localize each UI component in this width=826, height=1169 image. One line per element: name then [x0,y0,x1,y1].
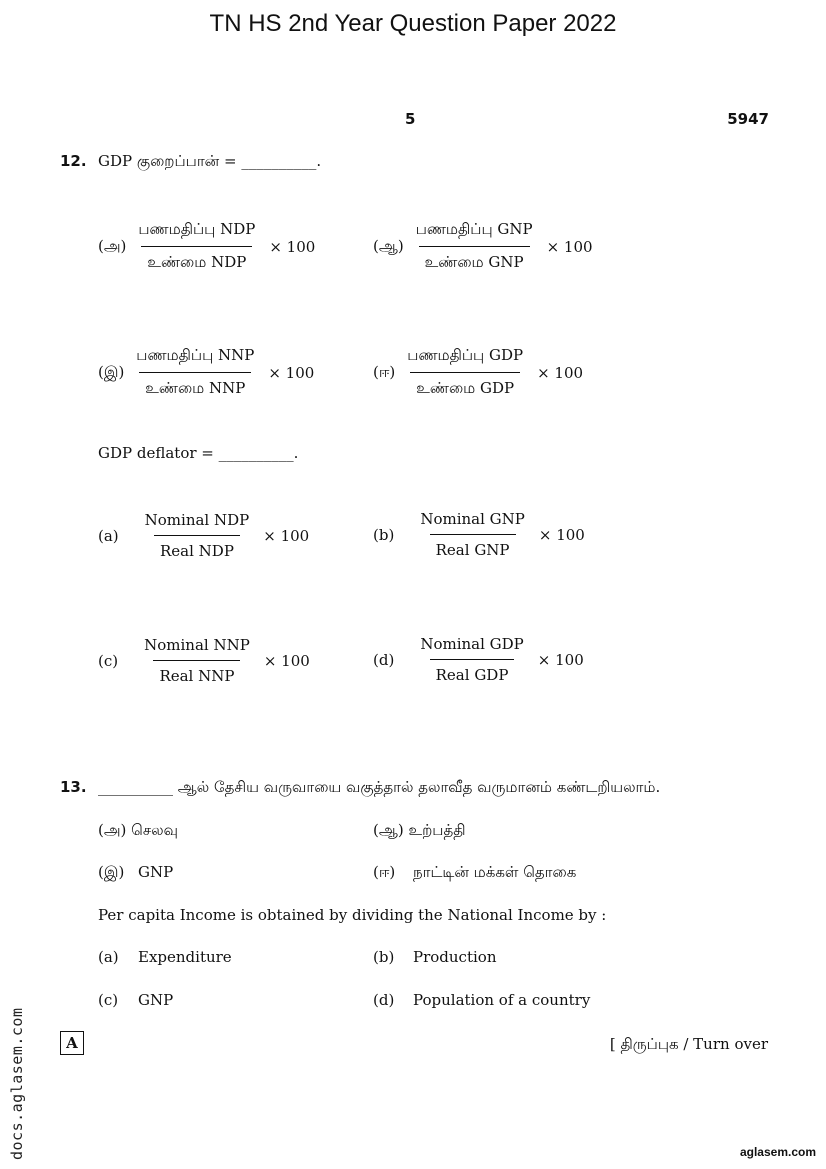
fraction-numerator: பணமதிப்பு NNP [136,346,255,364]
q13-english-option-a [98,948,232,966]
option-label: (a) [98,948,119,966]
question-13-number: 13. [60,778,87,796]
q12-tamil-option-3 [98,346,314,399]
multiplier: × 100 [537,363,584,382]
option-label: (b) [373,948,395,966]
fraction-numerator: Nominal NDP [144,511,250,529]
multiplier: × 100 [263,526,310,545]
option-label: (அ) [98,821,127,839]
fraction-denominator: உண்மை GNP [419,246,530,273]
q12-tamil-option-4 [373,346,583,399]
fraction-numerator: பணமதிப்பு NDP [138,220,256,238]
fraction-denominator: Real NDP [154,535,240,560]
q13-tamil-option-2 [373,821,466,841]
question-12-number: 12. [60,152,87,170]
option-text: Expenditure [138,948,232,966]
q13-tamil-option-3 [98,863,173,883]
question-12-tamil-text: GDP குறைப்பான் = __________. [98,152,322,170]
fraction-denominator: Real NNP [153,660,240,685]
fraction-numerator: பணமதிப்பு GNP [415,220,533,238]
option-label: (ஆ) [373,236,404,255]
q12-english-option-b [373,510,585,559]
question-13-english-text: Per capita Income is obtained by dividing the National Income by : [98,906,607,924]
option-text: உற்பத்தி [408,821,466,839]
q13-english-option-c [98,991,173,1009]
paper-code: 5947 [727,110,769,128]
question-12-english-text: GDP deflator = __________. [98,444,299,462]
fraction-denominator: உண்மை NNP [139,372,251,399]
fraction-numerator: Nominal GDP [420,635,524,653]
multiplier: × 100 [263,651,310,670]
fraction-denominator: உண்மை GDP [410,372,520,399]
multiplier: × 100 [546,237,593,256]
page-title: TN HS 2nd Year Question Paper 2022 [209,10,617,37]
page-number: 5 [405,110,416,128]
option-label: (அ) [98,236,127,255]
series-box: A [60,1031,84,1055]
q12-tamil-option-1 [98,220,315,273]
q13-tamil-option-4 [373,863,576,883]
option-label: (a) [98,526,119,545]
q12-english-option-c [98,636,310,685]
option-label: (இ) [98,362,125,381]
site-footer: aglasem.com [739,1145,816,1159]
q13-english-option-d [373,991,590,1009]
option-label: (c) [98,991,119,1009]
fraction-numerator: Nominal GNP [420,510,525,528]
option-label: (ஈ) [373,863,396,881]
q12-tamil-option-2 [373,220,593,273]
fraction-denominator: Real GDP [430,659,515,684]
option-text: நாட்டின் மக்கள் தொகை [413,863,577,881]
option-label: (ஈ) [373,362,396,381]
option-label: (b) [373,525,395,544]
side-watermark: docs.aglasem.com [8,1007,26,1160]
multiplier: × 100 [538,525,585,544]
option-text: GNP [138,991,174,1009]
q12-english-option-a [98,511,309,560]
fraction-denominator: உண்மை NDP [141,246,252,273]
q13-tamil-option-1 [98,821,178,841]
multiplier: × 100 [268,363,315,382]
fraction-denominator: Real GNP [430,534,516,559]
multiplier: × 100 [537,650,584,669]
multiplier: × 100 [269,237,316,256]
option-label: (இ) [98,863,125,881]
option-label: (d) [373,650,395,669]
q12-english-option-d [373,635,584,684]
option-text: Production [413,948,497,966]
option-label: (ஆ) [373,821,404,839]
q13-english-option-b [373,948,496,966]
option-label: (d) [373,991,395,1009]
option-text: Population of a country [413,991,591,1009]
fraction-numerator: பணமதிப்பு GDP [407,346,524,364]
option-text: GNP [138,863,174,881]
option-label: (c) [98,651,119,670]
fraction-numerator: Nominal NNP [144,636,250,654]
option-text: செலவு [131,821,178,839]
turn-over-note: [ திருப்புக / Turn over [609,1035,768,1053]
question-13-tamil-text: __________ ஆல் தேசிய வருவாயை வகுத்தால் தலாவீத வருமானம் கண்டறியலாம். [98,778,661,796]
